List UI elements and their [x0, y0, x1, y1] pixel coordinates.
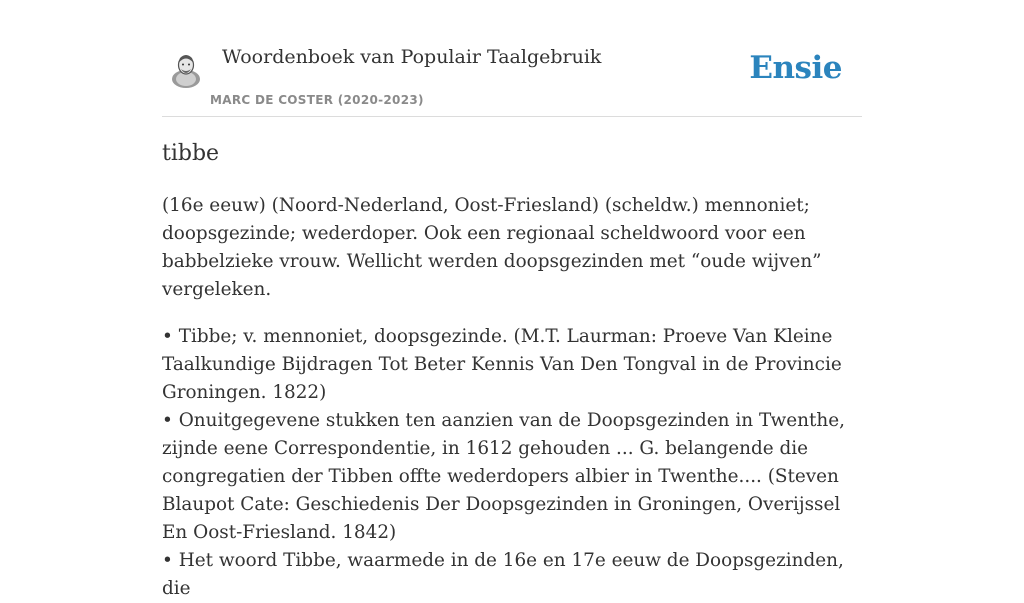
- author-name[interactable]: MARC DE COSTER (2020-2023): [210, 93, 424, 107]
- entry-definition: (16e eeuw) (Noord-Nederland, Oost-Friesland) (scheldw.) mennoniet; doopsgezinde; wederdoper. Ook een regionaal scheldwoord voor een babbelzieke vrouw. Wellicht werden doopsgezinden met “oude wijven” vergeleken.: [162, 195, 822, 300]
- author-portrait-icon[interactable]: [170, 52, 202, 88]
- entry-page: [162, 0, 862, 603]
- citation-item: • Het woord Tibbe, waarmede in de 16e en 17e eeuw de Doopsgezinden, die: [162, 550, 844, 599]
- citation-item: • Onuitgegevene stukken ten aanzien van de Doopsgezinden in Twenthe, zijnde eene Correspondentie, in 1612 gehouden ... G. belangende die congregatien der Tibben offte wederdopers albier in Twenthe.... (Steven Blaupot Cate: Geschiedenis Der Doopsgezinden in Groningen, Overijssel En Oost-Friesland. 1842): [162, 410, 845, 543]
- ensie-logo[interactable]: Ensie: [749, 50, 842, 86]
- entry-term: tibbe: [162, 141, 220, 166]
- dictionary-title[interactable]: Woordenboek van Populair Taalgebruik: [222, 46, 602, 68]
- citation-item: • Tibbe; v. mennoniet, doopsgezinde. (M.T. Laurman: Proeve Van Kleine Taalkundige Bijdragen Tot Beter Kennis Van Den Tongval in de Provincie Groningen. 1822): [162, 326, 842, 403]
- page-header: [162, 0, 862, 117]
- citation-list: [162, 323, 862, 603]
